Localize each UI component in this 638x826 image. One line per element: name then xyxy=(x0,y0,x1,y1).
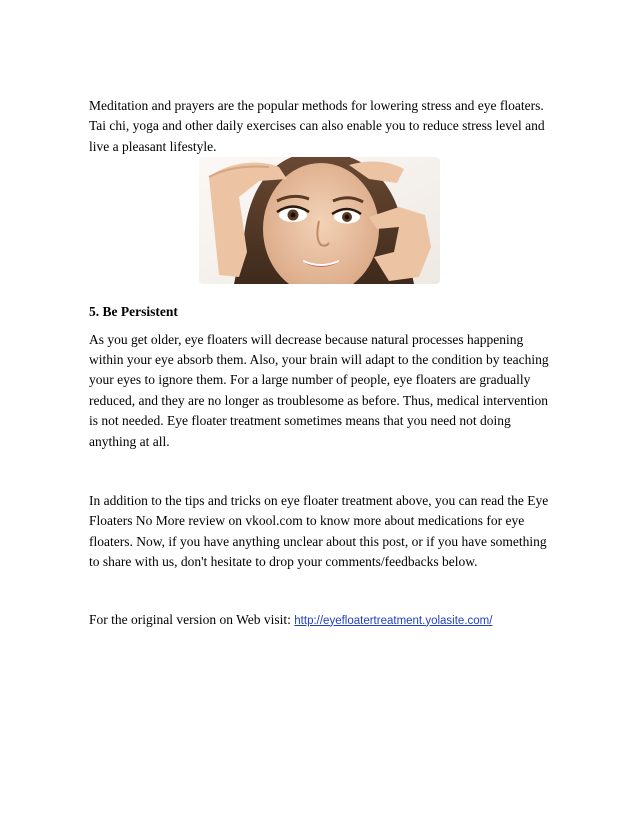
spacer xyxy=(89,452,559,491)
source-line xyxy=(89,610,559,631)
intro-paragraph: Meditation and prayers are the popular methods for lowering stress and eye floaters. Tai chi, yoga and other daily exercises can also enable you to reduce stress level and live a pleasant lifestyle. xyxy=(89,98,545,154)
woman-framing-eye-photo xyxy=(199,157,440,284)
original-version-link[interactable]: http://eyefloatertreatment.yolasite.com/ xyxy=(294,614,493,627)
photo-illustration xyxy=(199,157,440,284)
source-prefix: For the original version on Web visit: xyxy=(89,611,295,627)
document-page xyxy=(89,96,559,631)
closing-paragraph: In addition to the tips and tricks on eye floater treatment above, you can read the Eye Floaters No More review on vkool.com to know more about medications for eye floaters. Now, if you have anything unclear about this post, or if you have something to share with us, don't hesitate to drop your comments/feedbacks below. xyxy=(89,493,549,570)
spacer xyxy=(89,573,559,610)
persistent-paragraph: As you get older, eye floaters will decrease because natural processes happening within your eye absorb them. Also, your brain will adapt to the condition by teaching your eyes to ignore them. For a large number of people, eye floaters are gradually reduced, and they are no longer as troublesome as before. Thus, medical intervention is not needed. Eye floater treatment sometimes means that you need not doing anything at all. xyxy=(89,331,549,449)
section-heading: 5. Be Persistent xyxy=(89,304,178,320)
